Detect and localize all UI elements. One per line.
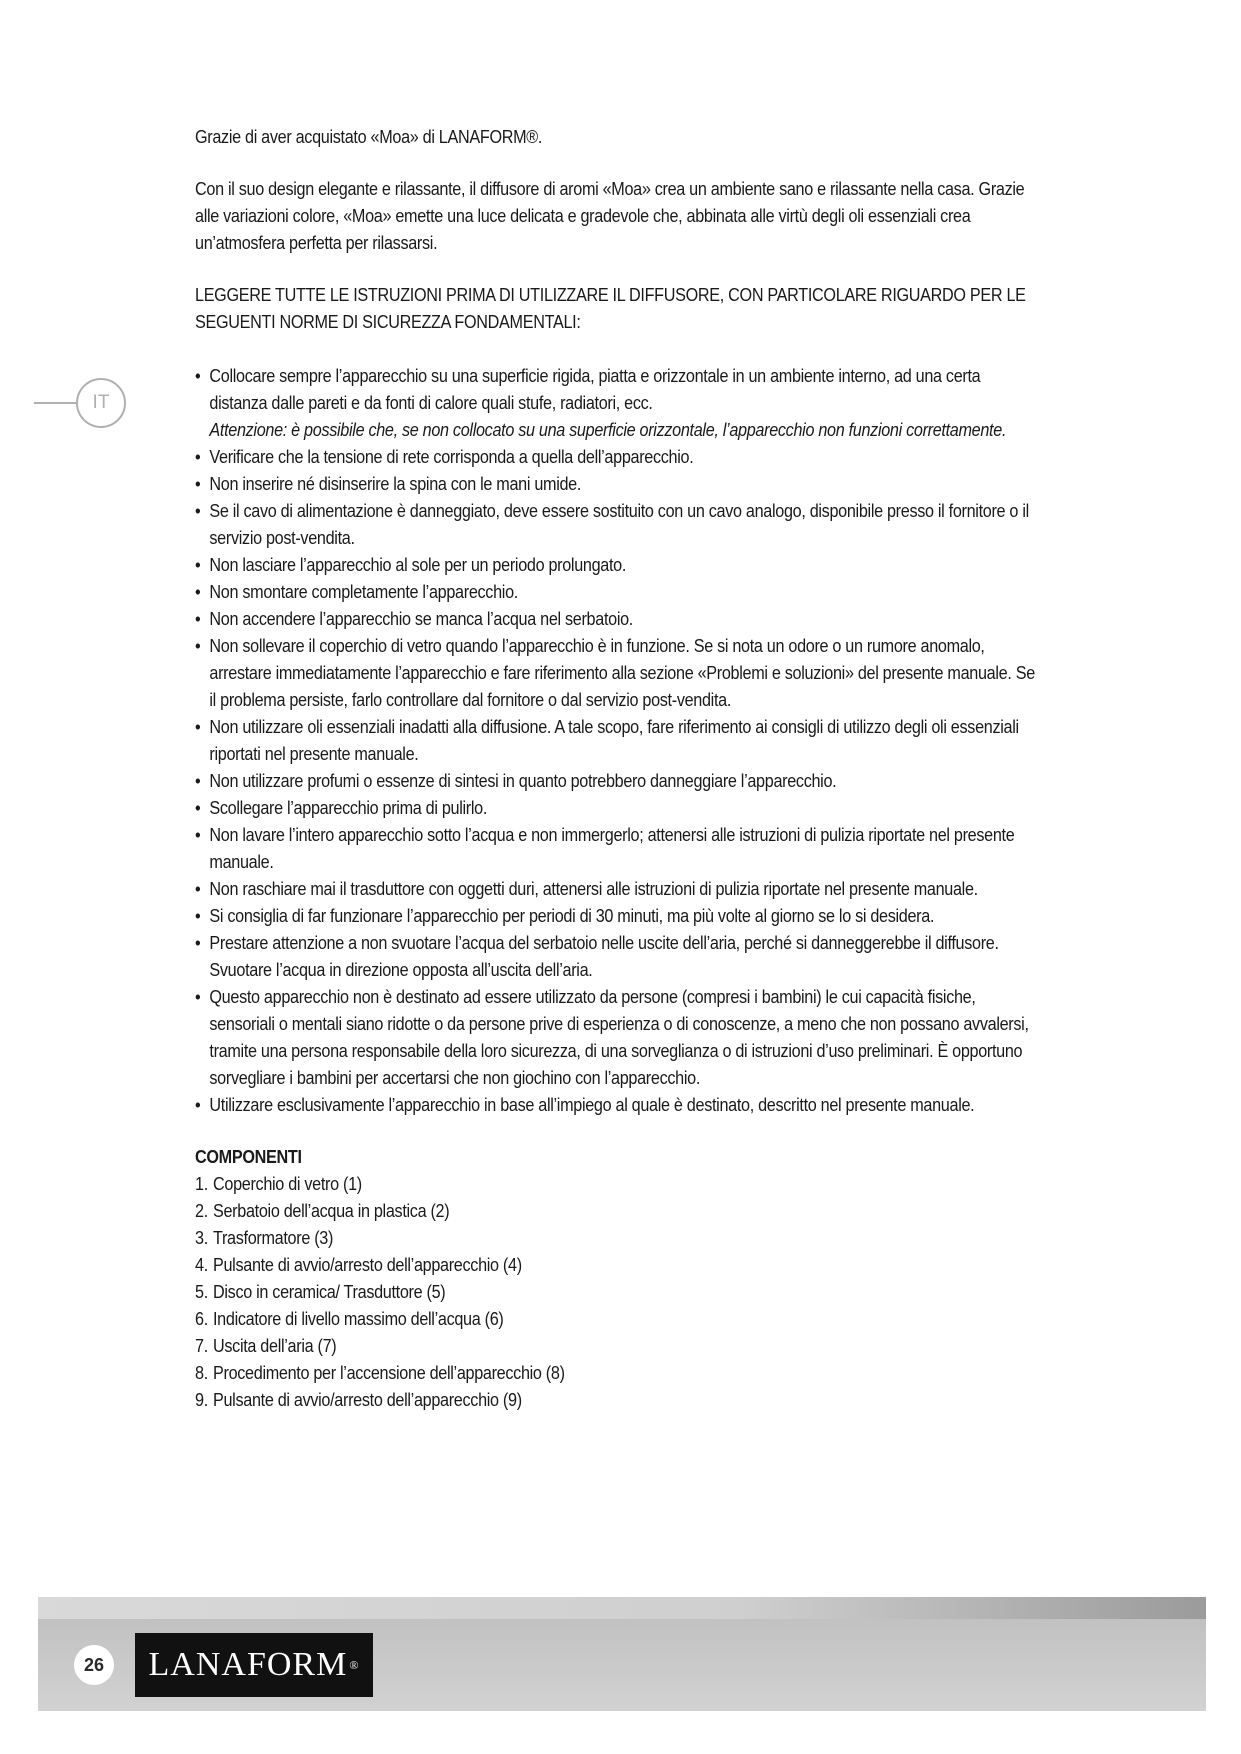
safety-rule: • Prestare attenzione a non svuotare l’acqua del serbatoio nelle uscite dell’aria, perché si danneggerebbe il diffusore. Svuotare l’acqua in direzione opposta all’uscita dell’aria. xyxy=(195,930,1041,984)
safety-rule: • Non lasciare l’apparecchio al sole per un periodo prolungato. xyxy=(195,552,1041,579)
logo-registered-mark: ® xyxy=(349,1657,360,1672)
components-list xyxy=(195,1171,1041,1414)
intro-text: Grazie di aver acquistato «Moa» di LANAFORM®. xyxy=(195,127,543,147)
safety-rule: • Non accendere l’apparecchio se manca l’acqua nel serbatoio. xyxy=(195,606,1041,633)
safety-rule: • Non sollevare il coperchio di vetro quando l’apparecchio è in funzione. Se si nota un odore o un rumore anomalo, arrestare immediatamente l’apparecchio e fare riferimento alla sezione «Problemi e soluzioni» del presente manuale. Se il problema persiste, farlo controllare dal fornitore o dal servizio post-vendita. xyxy=(195,633,1041,714)
safety-rule: • Non utilizzare profumi o essenze di sintesi in quanto potrebbero danneggiare l’apparecchio. xyxy=(195,768,1041,795)
language-tab-label: IT xyxy=(76,378,126,428)
safety-rule: • Verificare che la tensione di rete corrisponda a quella dell’apparecchio. xyxy=(195,444,1041,471)
safety-rule: • Si consiglia di far funzionare l’apparecchio per periodi di 30 minuti, ma più volte al giorno se lo si desidera. xyxy=(195,903,1041,930)
component-item: 6. Indicatore di livello massimo dell’acqua (6) xyxy=(195,1309,504,1329)
safety-rule: • Utilizzare esclusivamente l’apparecchio in base all’impiego al quale è destinato, descritto nel presente manuale. xyxy=(195,1092,1041,1119)
safety-rule: • Non lavare l’intero apparecchio sotto l’acqua e non immergerlo; attenersi alle istruzioni di pulizia riportate nel presente manuale. xyxy=(195,822,1041,876)
component-item: 2. Serbatoio dell’acqua in plastica (2) xyxy=(195,1201,450,1221)
safety-rule: • Questo apparecchio non è destinato ad essere utilizzato da persone (compresi i bambini) le cui capacità fisiche, sensoriali o mentali siano ridotte o da persone prive di esperienza o di conoscenze, a meno che non possano avvalersi, tramite una persona responsabile della loro sicurezza, di una sorveglianza o di istruzioni d’uso preliminari. È opportuno sorvegliare i bambini per accertarsi che non giochino con l’apparecchio. xyxy=(195,984,1041,1092)
page-number: 26 xyxy=(74,1645,114,1685)
safety-rule: • Se il cavo di alimentazione è danneggiato, deve essere sostituito con un cavo analogo, disponibile presso il fornitore o il servizio post-vendita. xyxy=(195,498,1041,552)
component-item: 9. Pulsante di avvio/arresto dell’apparecchio (9) xyxy=(195,1390,522,1410)
component-item: 4. Pulsante di avvio/arresto dell’apparecchio (4) xyxy=(195,1255,522,1275)
safety-rule: • Non raschiare mai il trasduttore con oggetti duri, attenersi alle istruzioni di pulizia riportate nel presente manuale. xyxy=(195,876,1041,903)
component-item: 3. Trasformatore (3) xyxy=(195,1228,334,1248)
safety-rule: • Non utilizzare oli essenziali inadatti alla diffusione. A tale scopo, fare riferimento ai consigli di utilizzo degli oli essenziali riportati nel presente manuale. xyxy=(195,714,1041,768)
lanaform-logo xyxy=(135,1633,373,1697)
safety-rule: • Non smontare completamente l’apparecchio. xyxy=(195,579,1041,606)
language-tab-line xyxy=(34,402,78,404)
footer-strip xyxy=(38,1597,1206,1619)
manual-content xyxy=(195,124,1041,1414)
component-item: 8. Procedimento per l’accensione dell’apparecchio (8) xyxy=(195,1363,565,1383)
components-heading: COMPONENTI xyxy=(195,1147,302,1167)
description-text: Con il suo design elegante e rilassante, il diffusore di aromi «Moa» crea un ambiente sano e rilassante nella casa. Grazie alle variazioni colore, «Moa» emette una luce delicata e gradevole che, abbinata alle virtù degli oli essenziali crea un’atmosfera perfetta per rilassarsi. xyxy=(195,179,1025,253)
language-tab xyxy=(34,378,129,428)
component-item: 7. Uscita dell’aria (7) xyxy=(195,1336,337,1356)
component-item: 5. Disco in ceramica/ Trasduttore (5) xyxy=(195,1282,446,1302)
safety-rule: • Non inserire né disinserire la spina con le mani umide. xyxy=(195,471,1041,498)
safety-rule: • Scollegare l’apparecchio prima di pulirlo. xyxy=(195,795,1041,822)
safety-rules-list xyxy=(195,363,1041,1119)
safety-rule-note: Attenzione: è possibile che, se non collocato su una superficie orizzontale, l’apparecchio non funzioni correttamente. xyxy=(209,420,1007,440)
logo-text: LANAFORM xyxy=(148,1646,348,1683)
component-item: 1. Coperchio di vetro (1) xyxy=(195,1174,362,1194)
safety-heading: LEGGERE TUTTE LE ISTRUZIONI PRIMA DI UTILIZZARE IL DIFFUSORE, CON PARTICOLARE RIGUARDO PER LE SEGUENTI NORME DI SICUREZZA FONDAMENTALI: xyxy=(195,285,1026,332)
safety-rule: • Collocare sempre l’apparecchio su una superficie rigida, piatta e orizzontale in un ambiente interno, ad una certa distanza dalle pareti e da fonti di calore quali stufe, radiatori, ecc. Attenzione: è possibile che, se non collocato su una superficie orizzontale, l’apparecchio non funzioni correttamente. xyxy=(195,363,1041,444)
